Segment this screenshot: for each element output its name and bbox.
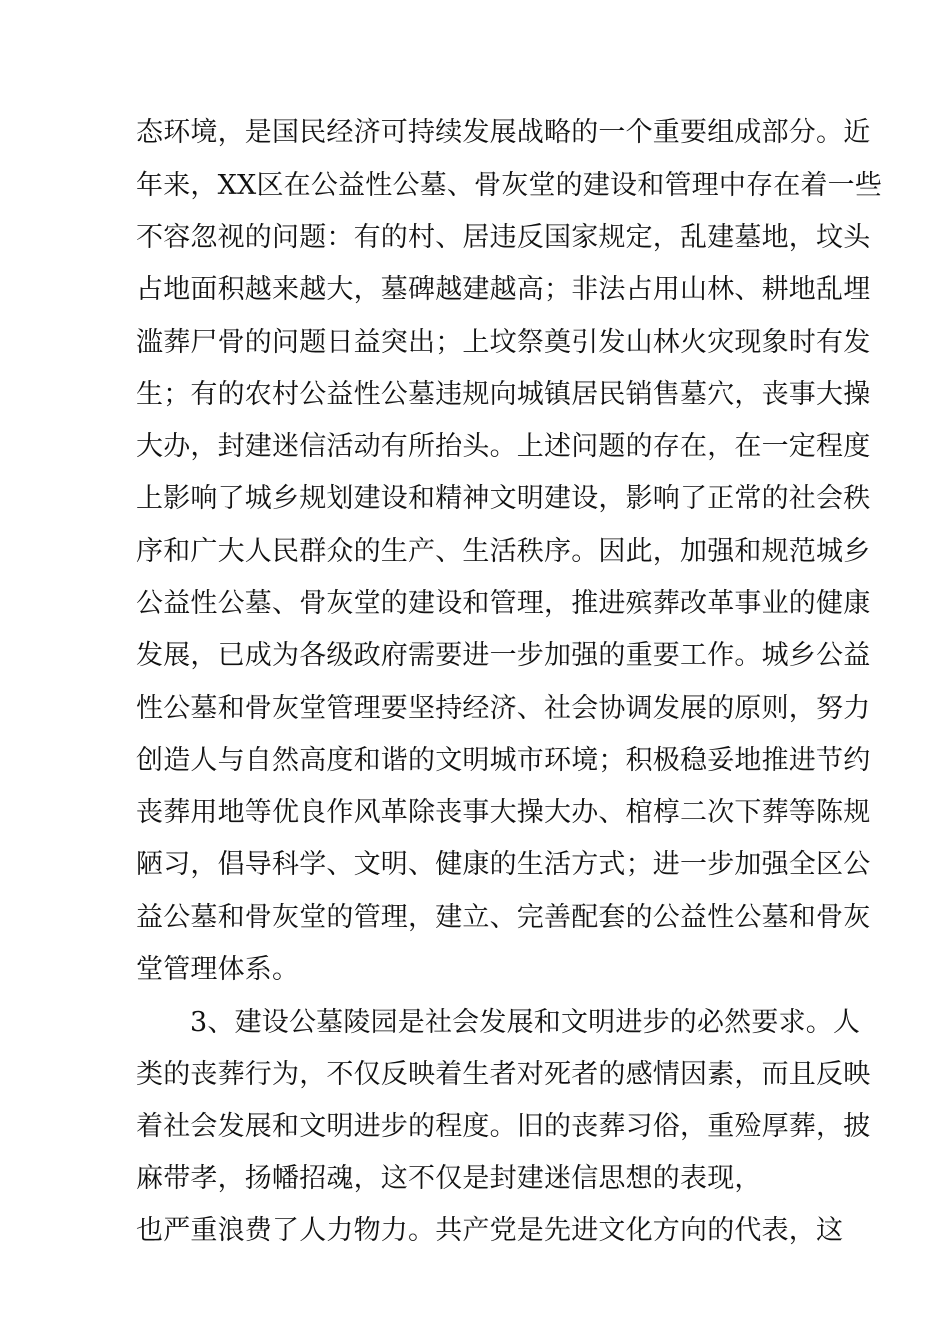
text-line: 不容忽视的问题：有的村、居违反国家规定，乱建墓地，坟头: [136, 222, 871, 253]
text-line: 公益性公墓、骨灰堂的建设和管理，推进殡葬改革事业的健康: [136, 588, 871, 619]
text-line: 丧葬用地等优良作风革除丧事大操大办、棺椁二次下葬等陈规: [136, 797, 871, 828]
text-line: 占地面积越来越大，墓碑越建越高；非法占用山林、耕地乱埋: [136, 274, 871, 305]
text-line: 态环境，是国民经济可持续发展战略的一个重要组成部分。近: [136, 117, 871, 148]
text-line: 年来，XX区在公益性公墓、骨灰堂的建设和管理中存在着一些: [136, 170, 883, 201]
text-line: 类的丧葬行为，不仅反映着生者对死者的感情因素，而且反映: [136, 1059, 871, 1090]
text-line: 也严重浪费了人力物力。共产党是先进文化方向的代表，这: [136, 1215, 844, 1246]
text-line: 发展，已成为各级政府需要进一步加强的重要工作。城乡公益: [136, 640, 871, 671]
text-line: 麻带孝，扬幡招魂，这不仅是封建迷信思想的表现，: [136, 1163, 762, 1194]
text-line: 滥葬尸骨的问题日益突出；上坟祭奠引发山林火灾现象时有发: [136, 327, 871, 358]
text-line: 上影响了城乡规划建设和精神文明建设，影响了正常的社会秩: [136, 483, 871, 514]
text-line: 益公墓和骨灰堂的管理，建立、完善配套的公益性公墓和骨灰: [136, 902, 871, 933]
text-line: 陋习，倡导科学、文明、健康的生活方式；进一步加强全区公: [136, 849, 871, 880]
text-line: 生；有的农村公益性公墓违规向城镇居民销售墓穴，丧事大操: [136, 379, 871, 410]
text-line: 性公墓和骨灰堂管理要坚持经济、社会协调发展的原则，努力: [136, 693, 871, 724]
text-line: 创造人与自然高度和谐的文明城市环境；积极稳妥地推进节约: [136, 745, 871, 776]
text-line: 着社会发展和文明进步的程度。旧的丧葬习俗，重殓厚葬，披: [136, 1111, 871, 1142]
paragraph-first-line: 3、建设公墓陵园是社会发展和文明进步的必然要求。人: [190, 1007, 861, 1038]
text-line: 堂管理体系。: [136, 954, 300, 985]
text-line: 大办，封建迷信活动有所抬头。上述问题的存在，在一定程度: [136, 431, 871, 462]
text-line: 序和广大人民群众的生产、生活秩序。因此，加强和规范城乡: [136, 536, 871, 567]
